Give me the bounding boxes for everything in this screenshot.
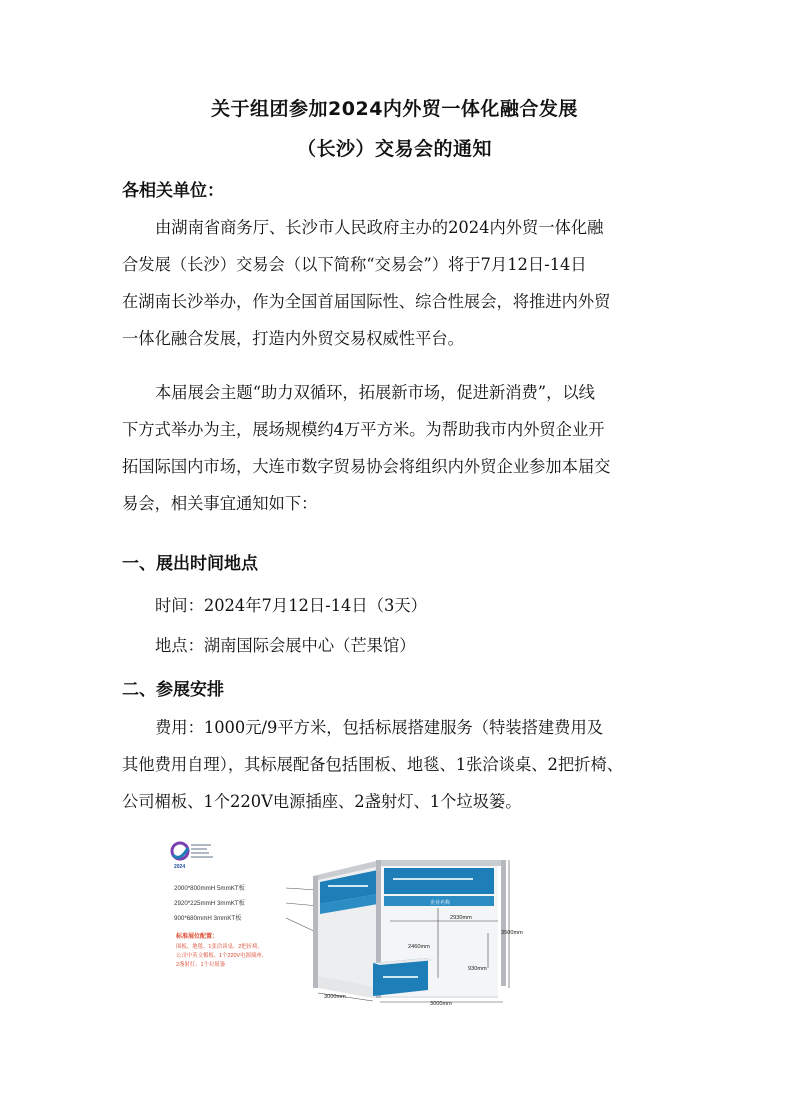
logo-year: 2024 <box>174 864 186 870</box>
paragraph-line: 在湖南长沙举办，作为全国首届国际性、综合性展会，将推进内外贸 <box>122 292 611 311</box>
title-line-2: （长沙）交易会的通知 <box>296 138 492 160</box>
paragraph-line: 下方式举办为主，展场规模约4万平方米。为帮助我市内外贸企业开 <box>122 420 605 439</box>
dimension-2930: 2930mm <box>450 915 472 921</box>
paragraph-line: 公司楣板、1个220V电源插座、2盏射灯、1个垃圾篓。 <box>122 792 522 811</box>
title-line-1: 关于组团参加2024内外贸一体化融合发展 <box>211 98 578 120</box>
paragraph-line: 合发展（长沙）交易会（以下简称“交易会”）将于7月12日-14日 <box>122 255 587 274</box>
fascia-label: 企业名称 <box>430 900 451 906</box>
paragraph-intro <box>122 209 682 357</box>
config-line: 2盏射灯、1个垃圾篓 <box>176 962 226 968</box>
config-title: 标准展位配置： <box>176 934 219 940</box>
spec-label-1: 2000*800mmH 5mmKT板 <box>174 885 245 892</box>
salutation: 各相关单位： <box>122 181 224 201</box>
paragraph-line: 其他费用自理），其标展配备包括围板、地毯、1张洽谈桌、2把折椅、 <box>122 755 624 774</box>
paragraph-line: 拓国际国内市场，大连市数字贸易协会将组织内外贸企业参加本届交 <box>122 457 611 476</box>
section-2-heading: 二、参展安排 <box>122 680 224 700</box>
spec-label-3: 900*680mmH 3mmKT板 <box>174 915 242 922</box>
dimension-930: 930mm <box>468 966 487 972</box>
paragraph-line: 费用：1000元/9平方米，包括标展搭建服务（特装搭建费用及 <box>155 718 604 737</box>
dimension-3000-left: 3000mm <box>324 994 346 1000</box>
spec-label-2: 2920*225mmH 3mmKT板 <box>174 900 245 907</box>
booth-diagram <box>168 838 523 1007</box>
config-line: 公司中英文楣板、1个220V电源插座、 <box>176 953 268 959</box>
expo-logo <box>172 843 213 870</box>
time-line: 时间：2024年7月12日-14日（3天） <box>155 596 427 615</box>
paragraph-theme <box>122 374 682 522</box>
paragraph-line: 由湖南省商务厅、长沙市人民政府主办的2024内外贸一体化融 <box>155 218 604 237</box>
section-1-heading: 一、展出时间地点 <box>122 554 258 574</box>
dimension-3500: 3500mm <box>501 930 523 936</box>
corner-pole <box>501 860 506 986</box>
dimension-3000-right: 3000mm <box>430 1001 452 1007</box>
place-line: 地点：湖南国际会展中心（芒果馆） <box>155 636 416 655</box>
paragraph-line: 易会，相关事宜通知如下： <box>122 494 318 513</box>
paragraph-line: 本届展会主题“助力双循环，拓展新市场，促进新消费”，以线 <box>155 383 595 402</box>
dimension-2460: 2460mm <box>408 944 430 950</box>
paragraph-line: 一体化融合发展，打造内外贸交易权威性平台。 <box>122 329 464 348</box>
corner-pole <box>313 876 318 988</box>
back-header-panel <box>384 868 494 894</box>
booth-diagram-svg <box>168 838 523 1007</box>
paragraph-fees <box>122 709 682 820</box>
config-line: 围板、地毯、1张洽谈桌、2把折椅、 <box>176 944 263 950</box>
